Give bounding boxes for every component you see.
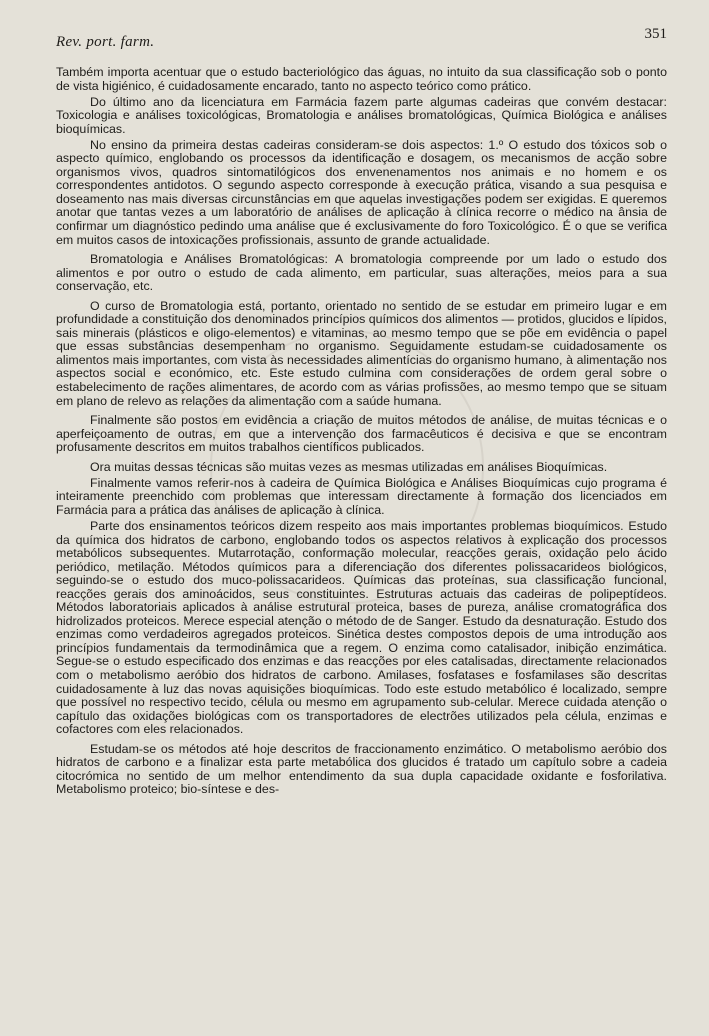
journal-title: Rev. port. farm. [56, 34, 155, 50]
paragraph: Finalmente vamos referir-nos à cadeira de Química Biológica e Análises Bioquímicas cujo programa é inteiramente preenchido com problemas que interessam directamente à formação dos licenciados em Farmácia para a prática das análises de aplicação à clínica. [56, 475, 667, 517]
paragraph: Do último ano da licenciatura em Farmácia fazem parte algumas cadeiras que convém destacar: Toxicologia e análises toxicológicas, Bromatologia e análises bromatológicas, Química Biológica e análises bioquímicas. [56, 94, 667, 136]
paragraph: Também importa acentuar que o estudo bacteriológico das águas, no intuito da sua classificação sob o ponto de vista higiénico, é cuidadosamente encarado, tanto no aspecto teórico como prático. [56, 65, 667, 93]
running-header [56, 22, 667, 52]
paragraph: Ora muitas dessas técnicas são muitas vezes as mesmas utilizadas em análises Bioquímicas. [90, 459, 608, 474]
paragraph: Finalmente são postos em evidência a criação de muitos métodos de análise, de muitas técnicas e o aperfeiçoamento de outras, em que a intervenção dos farmacêuticos é decisiva e que se encontram profusamente descritos em muitos trabalhos científicos publicados. [56, 413, 667, 455]
paragraph: Bromatologia e Análises Bromatológicas: A bromatologia compreende por um lado o estudo dos alimentos e por outro o estudo de cada alimento, em particular, suas alterações, meios para a sua conservação, etc. [56, 252, 667, 294]
paragraph: Parte dos ensinamentos teóricos dizem respeito aos mais importantes problemas bioquímicos. Estudo da química dos hidratos de carbono, englobando todos os aspectos relativos à explicação dos processos metabólicos subsequentes. Mutarrotação, conformação molecular, reacções gerais, oxidação pelo ácido periódico, metilação. Métodos químicos para a diferenciação dos diferentes polissacarideos biológicos, seguindo-se o estudo dos muco-polissacarideos. Químicas das proteínas, sua classificação funcional, reacções gerais dos aminoácidos, seus constituintes. Estruturas actuais das cadeiras de polipeptídeos. Métodos laboratoriais aplicados à análise estrutural proteica, bases de pureza, análise cromatográfica dos hidrolizados proteicos. Merece especial atenção o método de de Sanger. Estudo da desnaturação. Estudo dos enzimas como verdadeiros agregados proteicos. Sinética destes compostos depois de uma introdução aos princípios fundamentais da termodinâmica que a regem. O enzima como catalisador, inibição enzimática. Segue-se o estudo especificado dos enzimas e das reacções por eles catalisadas, directamente relacionados com o metabolismo aeróbio dos hidratos de carbono. Amilases, fosfatases e fosfamilases são descritas cuidadosamente à luz das novas aquisições bioquímicas. Todo este estudo metabólico é localizado, sempre que possível no respectivo tecido, célula ou mesmo em agrupamento sub-celular. Merece cuidada atenção o capítulo das oxidações biológicas com os transportadores de electrões utilizados pela célula, enzimas e cofactores com eles relacionados. [56, 518, 667, 737]
page-number: 351 [644, 26, 667, 42]
paragraph: Estudam-se os métodos até hoje descritos de fraccionamento enzimático. O metabolismo aeróbio dos hidratos de carbono e a finalizar esta parte metabólica dos glucidos é tratado um capítulo sobre a cadeia citocrómica no sentido de um melhor entendimento da sua dupla capacidade oxidante e fosforilativa. Metabolismo proteico; bio-síntese e des- [56, 741, 667, 797]
paragraph: No ensino da primeira destas cadeiras consideram-se dois aspectos: 1.º O estudo dos tóxicos sob o aspecto químico, englobando os processos da identificação e dosagem, os mecanismos de acção sobre organismos vivos, quadros sintomatilógicos dos envenenamentos nos animais e no homem e os correspondentes antidotos. O segundo aspecto corresponde à execução prática, visando a sua pesquisa e doseamento nas mais diversas circunstâncias em que aquelas investigações podem ser exigidas. E queremos anotar que tantas vezes a um laboratório de análises de aplicação à clínica recorre o médico na ânsia de confirmar um diagnóstico pedindo uma análise que é exclusivamente do foro Toxicológico. É o que se verifica em muitos casos de intoxicações profissionais, assunto de grande actualidade. [56, 137, 667, 247]
paragraph: O curso de Bromatologia está, portanto, orientado no sentido de se estudar em primeiro lugar e em profundidade a constituição dos denominados princípios químicos dos alimentos — protidos, glucidos e lípidos, sais minerais (plásticos e oligo-elementos) e vitaminas, ao mesmo tempo que se põe em evidência o papel que essas substâncias desempenham no organismo. Seguidamente estudam-se cuidadosamente os alimentos mais importantes, com vista às necessidades alimentícias do organismo humano, à alimentação nos aspectos social e económico, etc. Este estudo culmina com considerações de ordem geral sobre o estabelecimento de rações alimentares, de acordo com as várias profissões, ao mesmo tempo que se situam em plano de relevo as relações da alimentação com a saúde humana. [56, 298, 667, 408]
body-text [56, 66, 667, 797]
